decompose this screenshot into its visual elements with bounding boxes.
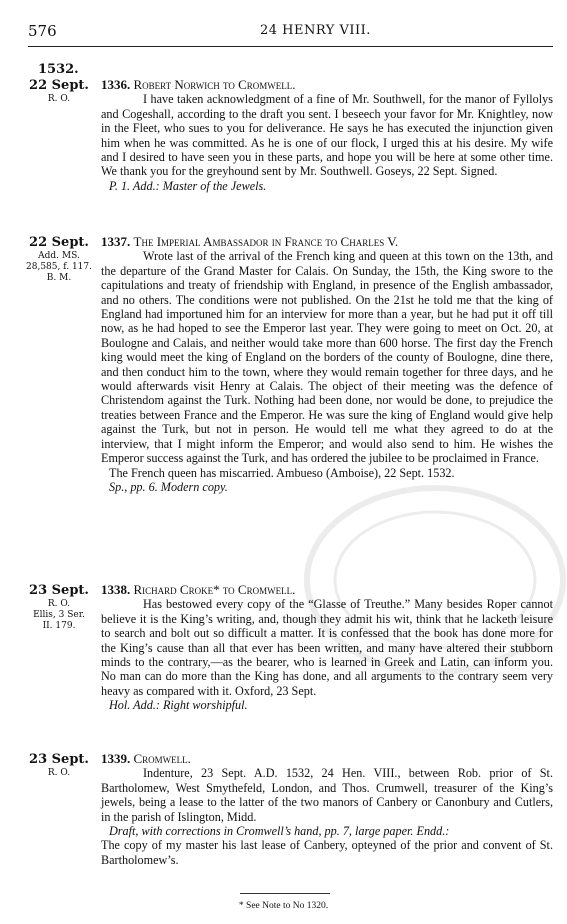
margin-note — [20, 752, 98, 779]
entry-paragraph: I have taken acknowledgment of a fine of Mr. Southwell, for the manor of Fyllolys and Cogeshall, according to the draft you sent. I beseech your favor for Mr. Knightley, now in the Fleet, who sues to you for deliverance. He says he has executed the injunction given him when he was committed. As he is one of our flock, I urged this at his desire. My wife and I desired to have seen you in these parts, and hope you will be here at some other time. We thank you for the greyhound sent by Mr. Southwell. Goseys, 22 Sept. Signed. — [101, 92, 553, 179]
entry-body — [101, 583, 553, 713]
running-head — [0, 22, 567, 42]
source-line: Ellis, 3 Ser. — [33, 610, 85, 620]
entry-heading — [101, 583, 553, 597]
entry-note: Sp., pp. 6. Modern copy. — [109, 479, 228, 494]
entry-note: Hol. Add.: Right worshipful. — [109, 698, 248, 713]
entry-note: Draft, with corrections in Cromwell’s hand, pp. 7, large paper. Endd.: — [109, 824, 450, 839]
entry-body — [101, 78, 553, 193]
entry-number: 1339. — [101, 751, 131, 766]
entry-paragraph: Wrote last of the arrival of the French king and queen at this town on the 13th, and the departure of the Grand Master for Calais. On Sunday, the 15th, the King swore to the capitulations and treaty of friendship with England, in presence of the English ambassador, and no others. The conditions were not published. On the 21st he told me that the king of England had importuned him for an interview for more than a year, but he had put it off till now, as he had hoped to see the Emperor last year. They were going to meet on Oct. 20, at Boulogne and Calais, and neither would take more than 600 horse. The first day the French king would meet the king of England on the borders of the county of Boulogne, dine there, and then conduct him to the town, where they would remain together for three days, and he would afterwards visit Henry at Calais. The object of their meeting was the defence of Christendom against the Turk. Nothing had been done, nor would be done, to prejudice the treaties between France and the Emperor. He was sure the king of England would give help against the Turk, but not in person. He would tell me what they agreed to do at the interview, that I might inform the Emperor; and would also send to him. He wishes the Emperor success against the Turk, and has ordered the jubilee to be proclaimed in France. — [101, 249, 553, 466]
source-line: R. O. — [47, 94, 71, 104]
source-line: Add. MS. — [38, 251, 80, 261]
entry-paragraph: The French queen has miscarried. Ambueso (Amboise), 22 Sept. 1532. — [109, 465, 455, 480]
page-number: 576 — [28, 22, 57, 40]
entry-title: Cromwell. — [133, 751, 191, 766]
margin-note — [20, 235, 98, 284]
entry-title: Robert Norwich to Cromwell. — [133, 77, 296, 92]
entry-paragraph: Indenture, 23 Sept. A.D. 1532, 24 Hen. VIII., between Rob. prior of St. Bartholomew, West Smythefeld, London, and Thos. Crumwell, treasurer of the King’s jewels, being a lease to the latter of the two manors of Canbery or Canonbury and Cutlers, in the parish of Islington, Midd. — [101, 766, 553, 824]
source-line: 28,585, f. 117. — [26, 262, 92, 272]
footnote: * See Note to No 1320. — [238, 901, 329, 911]
entry-number: 1337. — [101, 234, 131, 249]
entry-date: 22 Sept. — [29, 78, 89, 93]
entry-title: The Imperial Ambassador in France to Charles V. — [133, 234, 399, 249]
running-title: 24 HENRY VIII. — [260, 23, 371, 38]
footnote-rule — [240, 893, 330, 894]
entry-date: 23 Sept. — [29, 752, 89, 767]
entry-body — [101, 235, 553, 494]
margin-note — [20, 583, 98, 632]
entry-heading — [101, 752, 553, 766]
entry-body — [101, 752, 553, 867]
entry-date: 23 Sept. — [29, 583, 89, 598]
entry-date: 22 Sept. — [29, 235, 89, 250]
source-line: R. O. — [47, 599, 71, 609]
entry-number: 1338. — [101, 582, 131, 597]
entry-paragraph: The copy of my master his last lease of Canbery, opteyned of the prior and convent of St. Bartholomew’s. — [101, 838, 553, 867]
entry-heading — [101, 235, 553, 249]
source-line: R. O. — [47, 768, 71, 778]
entry-number: 1336. — [101, 77, 131, 92]
source-line: B. M. — [46, 273, 72, 283]
entry-paragraph: Has bestowed every copy of the “Glasse of Treuthe.” Many besides Roper cannot believe it is the King’s writing, and, though they admit his wit, think that he lacketh leisure to search and bolt out so difficult a matter. It is confessed that the book has done more for the King’s cause than all that ever has been written, and many have altered their stubborn minds to the contrary,—as the bearer, who is learned in Greek and Latin, can inform you. No man can do more than the King has done, and all arguments to the contrary seem very heavy as compared with it. Oxford, 23 Sept. — [101, 597, 553, 698]
entry-note: P. 1. Add.: Master of the Jewels. — [109, 178, 267, 193]
source-line: II. 179. — [42, 621, 76, 631]
header-rule — [28, 46, 553, 47]
entry-heading — [101, 78, 553, 92]
year-label: 1532. — [38, 62, 79, 77]
margin-note — [20, 78, 98, 105]
entry-title: Richard Croke* to Cromwell. — [133, 582, 296, 597]
